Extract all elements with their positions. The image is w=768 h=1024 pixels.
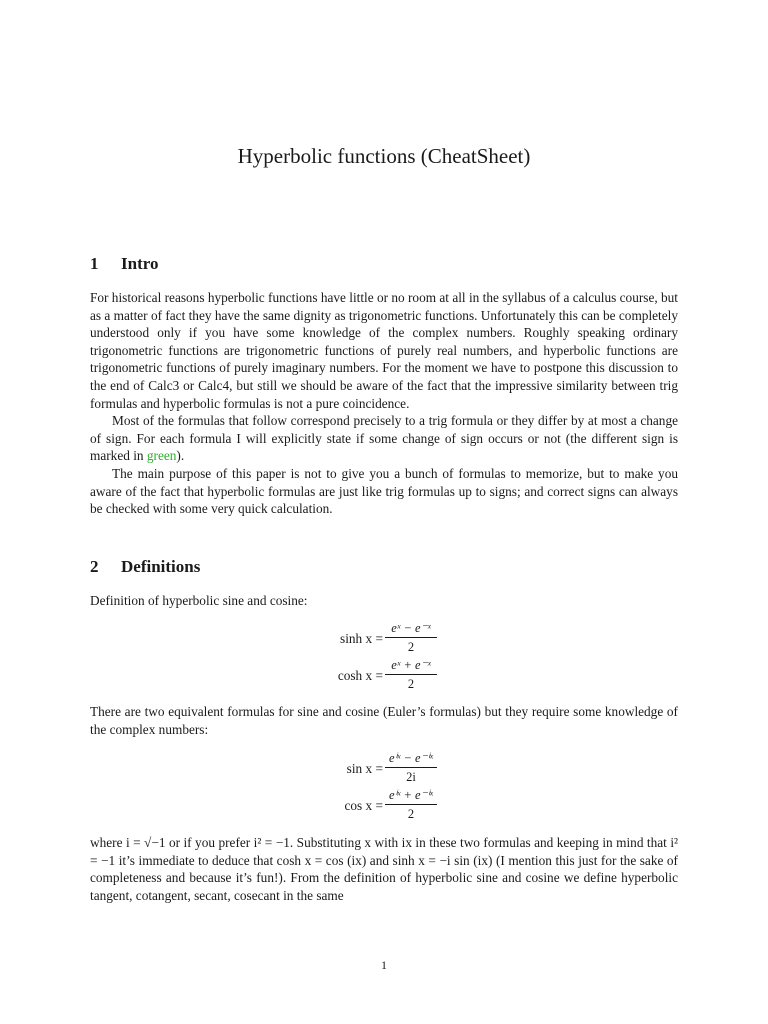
fraction-denominator: 2 [407, 640, 415, 654]
page-title: Hyperbolic functions (CheatSheet) [237, 144, 531, 168]
fraction-numerator: eˣ − e⁻ˣ [391, 621, 431, 635]
equation-lhs: cos x = [344, 798, 383, 813]
section-number: 2 [90, 557, 99, 576]
euler-intro [90, 703, 678, 738]
fraction-numerator: eˣ + e⁻ˣ [391, 658, 431, 672]
section-title: Intro [121, 254, 159, 273]
hyperbolic-equations [0, 620, 768, 694]
fraction-bar [385, 767, 437, 768]
section-heading-intro [90, 254, 158, 274]
section-number: 1 [90, 254, 99, 273]
equation-sinh [0, 620, 768, 657]
equation-cos [0, 787, 768, 824]
green-marker-word: green [146, 448, 177, 464]
definitions-lead [90, 592, 678, 610]
fraction-denominator: 2 [407, 807, 415, 821]
fraction-numerator: eⁱˣ + e⁻ⁱˣ [389, 788, 433, 802]
intro-text [90, 289, 678, 518]
fraction-bar [385, 804, 437, 805]
equation-lhs: cosh x = [337, 668, 383, 683]
fraction-numerator: eⁱˣ − e⁻ⁱˣ [389, 751, 433, 765]
intro-paragraph-1: For historical reasons hyperbolic functions have little or no room at all in the syllabus of a calculus course, but as a matter of fact they have the same dignity as trigonometric functions. Unfortunately this can be completely understood only if you have some knowledge of the complex numbers. Roughly speaking ordinary trigonometric functions are trigonometric functions of purely real numbers, and hyperbolic functions are trigonometric functions of purely imaginary numbers. For the moment we have to postpone this discussion to the end of Calc3 or Calc4, but still we should be aware of the fact that the impressive similarity between trig formulas and hyperbolic formulas is not a pure coincidence. [90, 290, 678, 411]
equation-lhs: sinh x = [340, 631, 383, 646]
intro-paragraph-2 [90, 412, 678, 465]
fraction-denominator: 2 [407, 677, 415, 691]
closing-text [90, 834, 678, 904]
equation-lhs: sin x = [346, 761, 383, 776]
fraction [385, 620, 437, 655]
page-number: 1 [381, 958, 387, 972]
definitions-lead-text: Definition of hyperbolic sine and cosine: [90, 593, 308, 608]
fraction [385, 657, 437, 692]
section-title: Definitions [121, 557, 201, 576]
fraction [385, 787, 437, 822]
section-heading-definitions [90, 557, 200, 577]
equation-sin [0, 750, 768, 787]
fraction [385, 750, 437, 785]
fraction-bar [385, 674, 437, 675]
intro-paragraph-3: The main purpose of this paper is not to give you a bunch of formulas to memorize, but to make you aware of the fact that hyperbolic formulas are just like trig formulas up to signs; and correct signs can always be checked with some very quick calculation. [90, 465, 678, 517]
paragraph-text: Most of the formulas that follow correspond precisely to a trig formula or they differ by at most a change of sign. For each formula I will explicitly state if some change of sign occurs or not (the different sign is marked in [90, 413, 678, 464]
fraction-bar [385, 637, 437, 638]
paragraph-text-end: ). [176, 448, 185, 464]
closing-paragraph: where i = √−1 or if you prefer i² = −1. Substituting x with ix in these two formulas and keeping in mind that i² = −1 it’s immediate to deduce that cosh x = cos (ix) and sinh x = −i sin (ix) (I mention this just for the sake of completeness and because it’s fun!). From the definition of hyperbolic sine and cosine we define hyperbolic tangent, cotangent, secant, cosecant in the same [90, 835, 678, 903]
euler-equations [0, 750, 768, 824]
fraction-denominator: 2i [406, 770, 416, 784]
euler-intro-text: There are two equivalent formulas for sine and cosine (Euler’s formulas) but they require some knowledge of the complex numbers: [90, 704, 678, 737]
equation-cosh [0, 657, 768, 694]
